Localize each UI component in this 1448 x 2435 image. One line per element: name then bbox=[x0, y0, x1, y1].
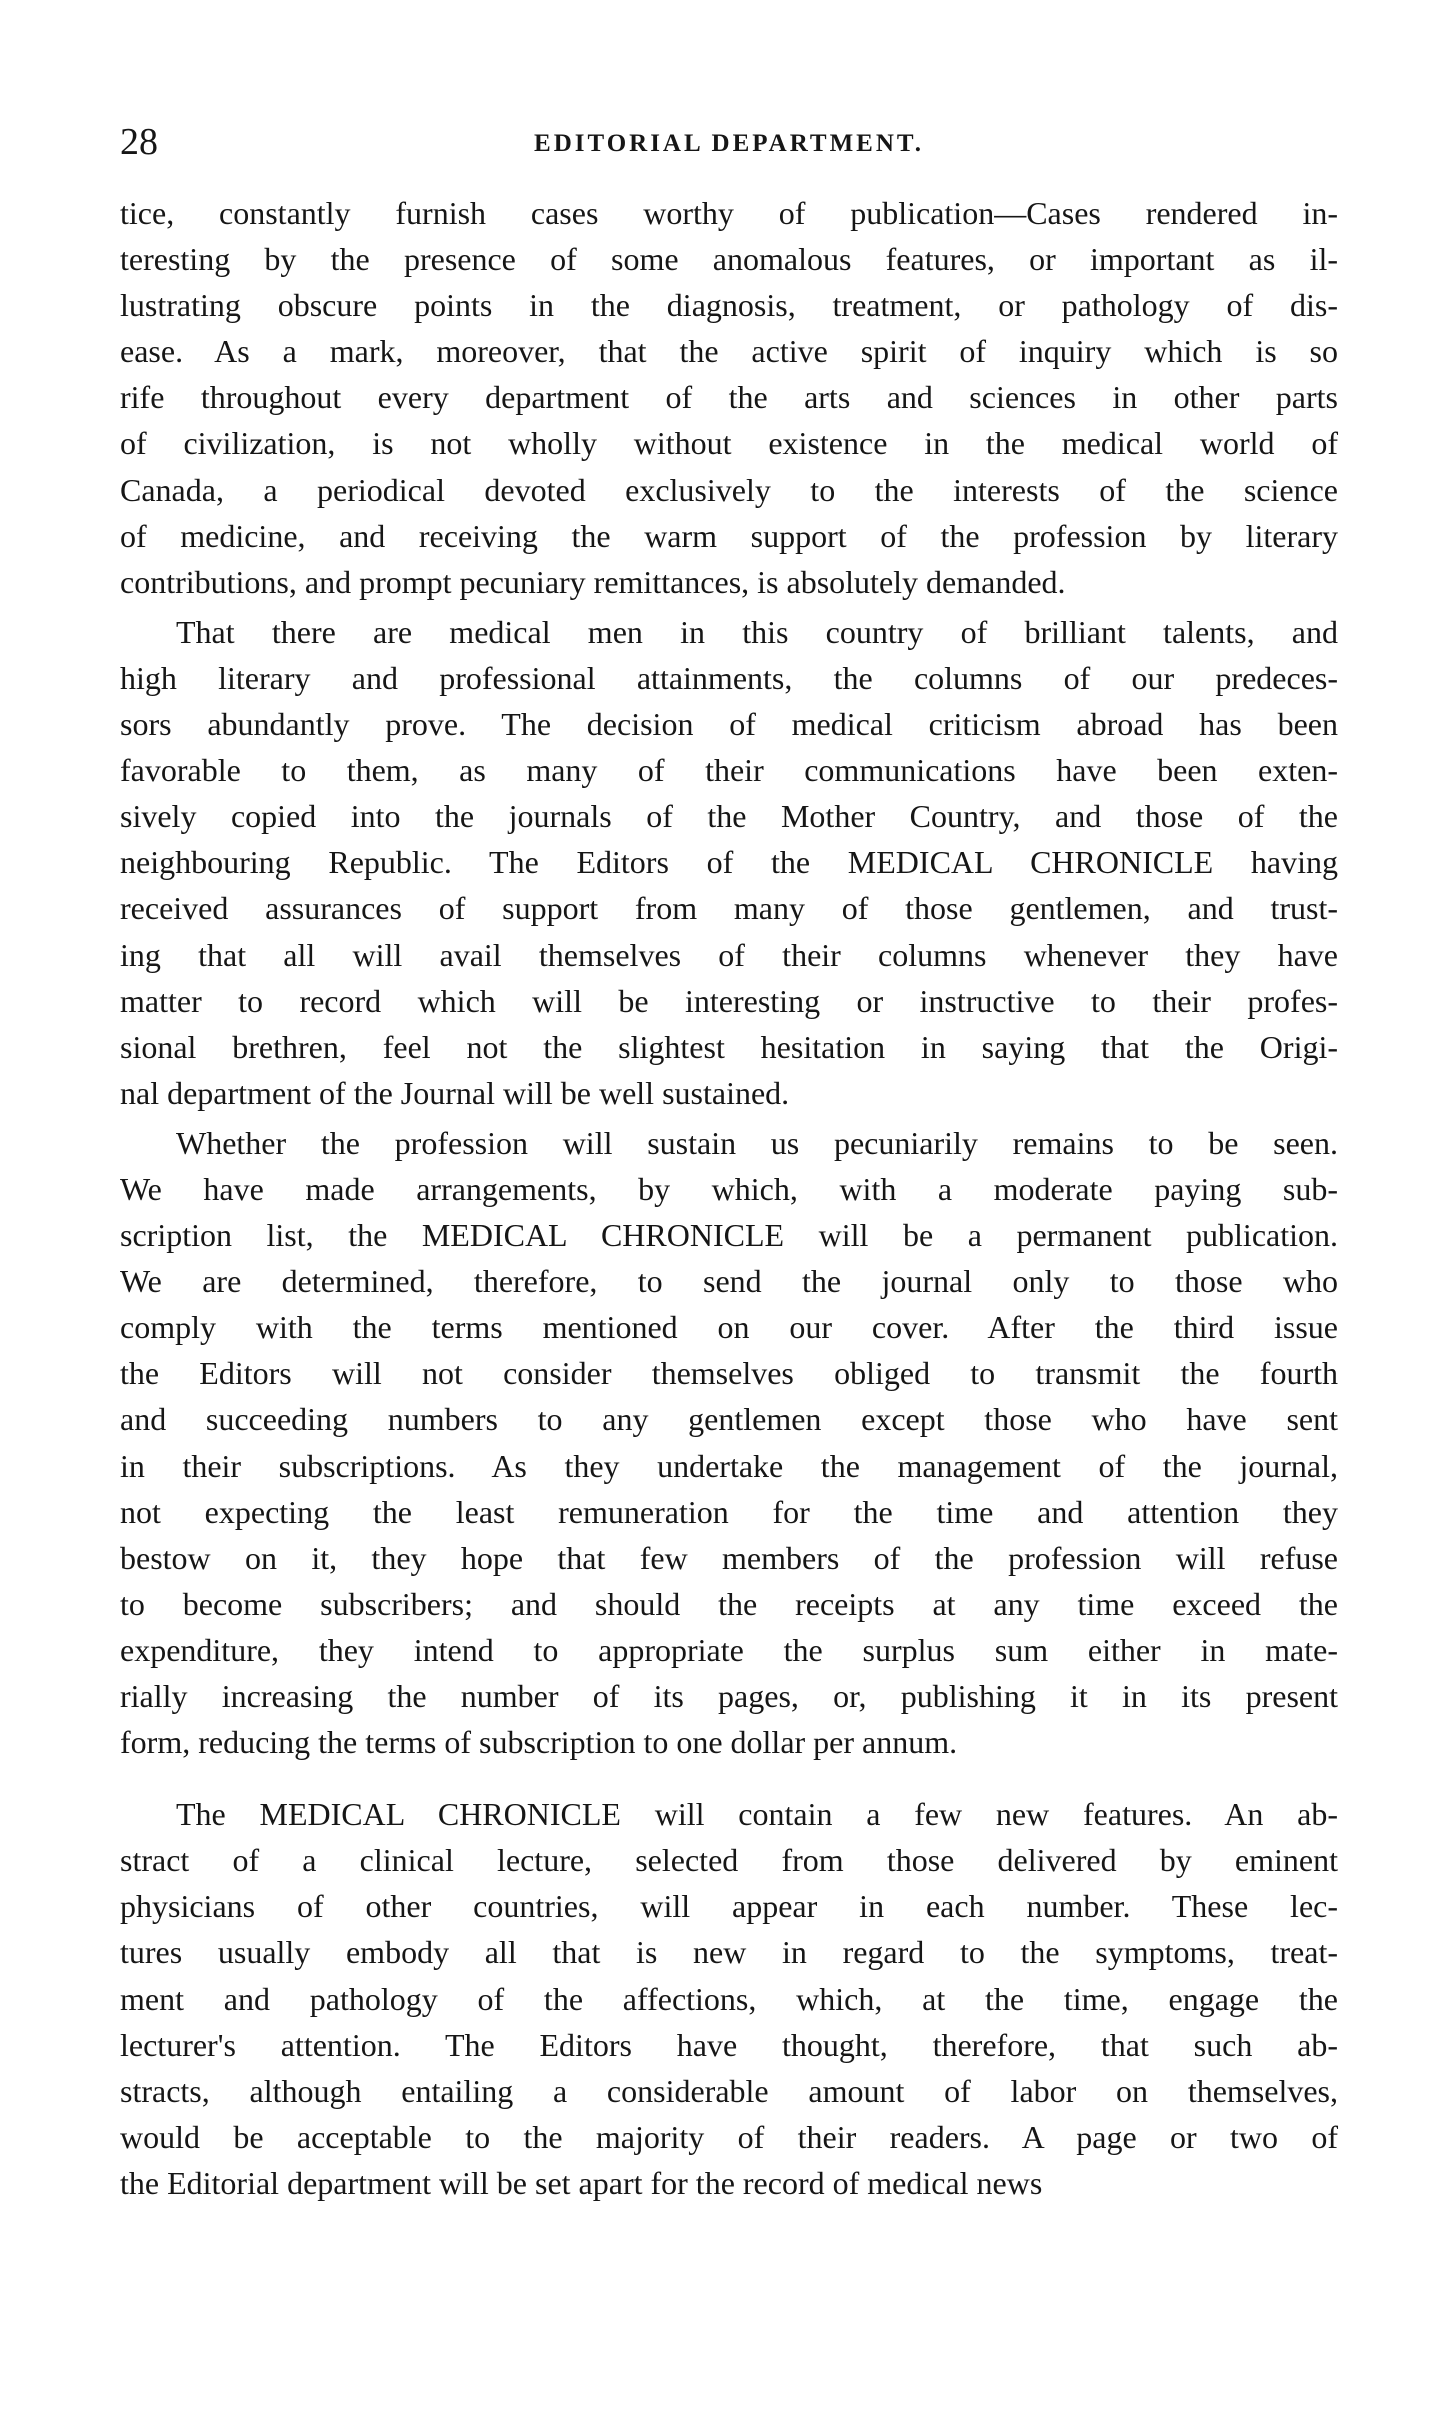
text-line: Canada, a periodical devoted exclusively to the interests of the science bbox=[120, 471, 1338, 508]
text-line: form, reducing the terms of subscription to one dollar per annum. bbox=[120, 1724, 958, 1761]
paragraph bbox=[120, 1791, 1338, 2206]
text-line: tice, constantly furnish cases worthy of publication—Cases rendered in- bbox=[120, 195, 1338, 231]
text-line: We have made arrangements, by which, with a moderate paying sub- bbox=[120, 1170, 1338, 1207]
text-line: Whether the profession will sustain us pecuniarily remains to be seen. bbox=[176, 1124, 1338, 1161]
text-line: The MEDICAL CHRONICLE will contain a few new features. An ab- bbox=[176, 1796, 1338, 1833]
paragraph bbox=[120, 1120, 1338, 1765]
text-line: lecturer's attention. The Editors have thought, therefore, that such ab- bbox=[120, 2026, 1338, 2063]
text-line: rially increasing the number of its pages, or, publishing it in its present bbox=[120, 1678, 1338, 1714]
text-line: received assurances of support from many of those gentlemen, and trust- bbox=[120, 890, 1338, 927]
text-line: We are determined, therefore, to send the journal only to those who bbox=[120, 1263, 1338, 1300]
text-line: would be acceptable to the majority of their readers. A page or two of bbox=[120, 2118, 1338, 2155]
text-line: neighbouring Republic. The Editors of the MEDICAL CHRONICLE having bbox=[120, 844, 1338, 881]
text-line: contributions, and prompt pecuniary remittances, is absolutely demanded. bbox=[120, 563, 1066, 600]
text-line: stracts, although entailing a considerable amount of labor on themselves, bbox=[120, 2072, 1338, 2109]
text-line: bestow on it, they hope that few members of the profession will refuse bbox=[120, 1539, 1338, 1576]
text-line: the Editorial department will be set apart for the record of medical news bbox=[120, 2164, 1043, 2201]
text-line: not expecting the least remuneration for the time and attention they bbox=[120, 1493, 1338, 1530]
text-line: in their subscriptions. As they undertake the management of the journal, bbox=[120, 1447, 1338, 1484]
text-line: scription list, the MEDICAL CHRONICLE will be a permanent publication. bbox=[120, 1217, 1338, 1254]
text-line: sively copied into the journals of the Mother Country, and those of the bbox=[120, 798, 1338, 835]
paragraph bbox=[120, 609, 1338, 1116]
text-line: comply with the terms mentioned on our cover. After the third issue bbox=[120, 1309, 1338, 1346]
text-line: ing that all will avail themselves of their columns whenever they have bbox=[120, 936, 1338, 973]
running-head: EDITORIAL DEPARTMENT. bbox=[534, 130, 924, 157]
text-line: high literary and professional attainments, the columns of our predeces- bbox=[120, 659, 1338, 696]
text-line: the Editors will not consider themselves obliged to transmit the fourth bbox=[120, 1355, 1338, 1392]
text-line: and succeeding numbers to any gentlemen except those who have sent bbox=[120, 1401, 1338, 1438]
page-header bbox=[120, 118, 1338, 166]
text-line: expenditure, they intend to appropriate the surplus sum either in mate- bbox=[120, 1631, 1338, 1668]
text-line: ease. As a mark, moreover, that the active spirit of inquiry which is so bbox=[120, 333, 1338, 370]
text-line: nal department of the Journal will be well sustained. bbox=[120, 1074, 790, 1111]
text-line: ment and pathology of the affections, which, at the time, engage the bbox=[120, 1980, 1338, 2017]
text-line: lustrating obscure points in the diagnosis, treatment, or pathology of dis- bbox=[120, 287, 1338, 324]
text-line: favorable to them, as many of their communications have been exten- bbox=[120, 752, 1338, 789]
text-line: stract of a clinical lecture, selected from those delivered by eminent bbox=[120, 1842, 1338, 1879]
text-line: sors abundantly prove. The decision of medical criticism abroad has been bbox=[120, 706, 1338, 743]
text-line: of civilization, is not wholly without existence in the medical world of bbox=[120, 425, 1338, 462]
text-line: to become subscribers; and should the receipts at any time exceed the bbox=[120, 1585, 1338, 1622]
page-number: 28 bbox=[120, 121, 158, 163]
text-line: tures usually embody all that is new in regard to the symptoms, treat- bbox=[120, 1934, 1338, 1971]
text-line: of medicine, and receiving the warm support of the profession by literary bbox=[120, 517, 1338, 554]
text-line: That there are medical men in this country of brilliant talents, and bbox=[176, 613, 1338, 650]
text-line: matter to record which will be interesting or instructive to their profes- bbox=[120, 982, 1338, 1019]
text-line: sional brethren, feel not the slightest hesitation in saying that the Origi- bbox=[120, 1028, 1338, 1065]
text-line: rife throughout every department of the arts and sciences in other parts bbox=[120, 379, 1338, 416]
text-line: teresting by the presence of some anomalous features, or important as il- bbox=[120, 241, 1338, 278]
body-text bbox=[120, 190, 1338, 2206]
text-line: physicians of other countries, will appear in each number. These lec- bbox=[120, 1888, 1338, 1925]
paragraph bbox=[120, 190, 1338, 605]
